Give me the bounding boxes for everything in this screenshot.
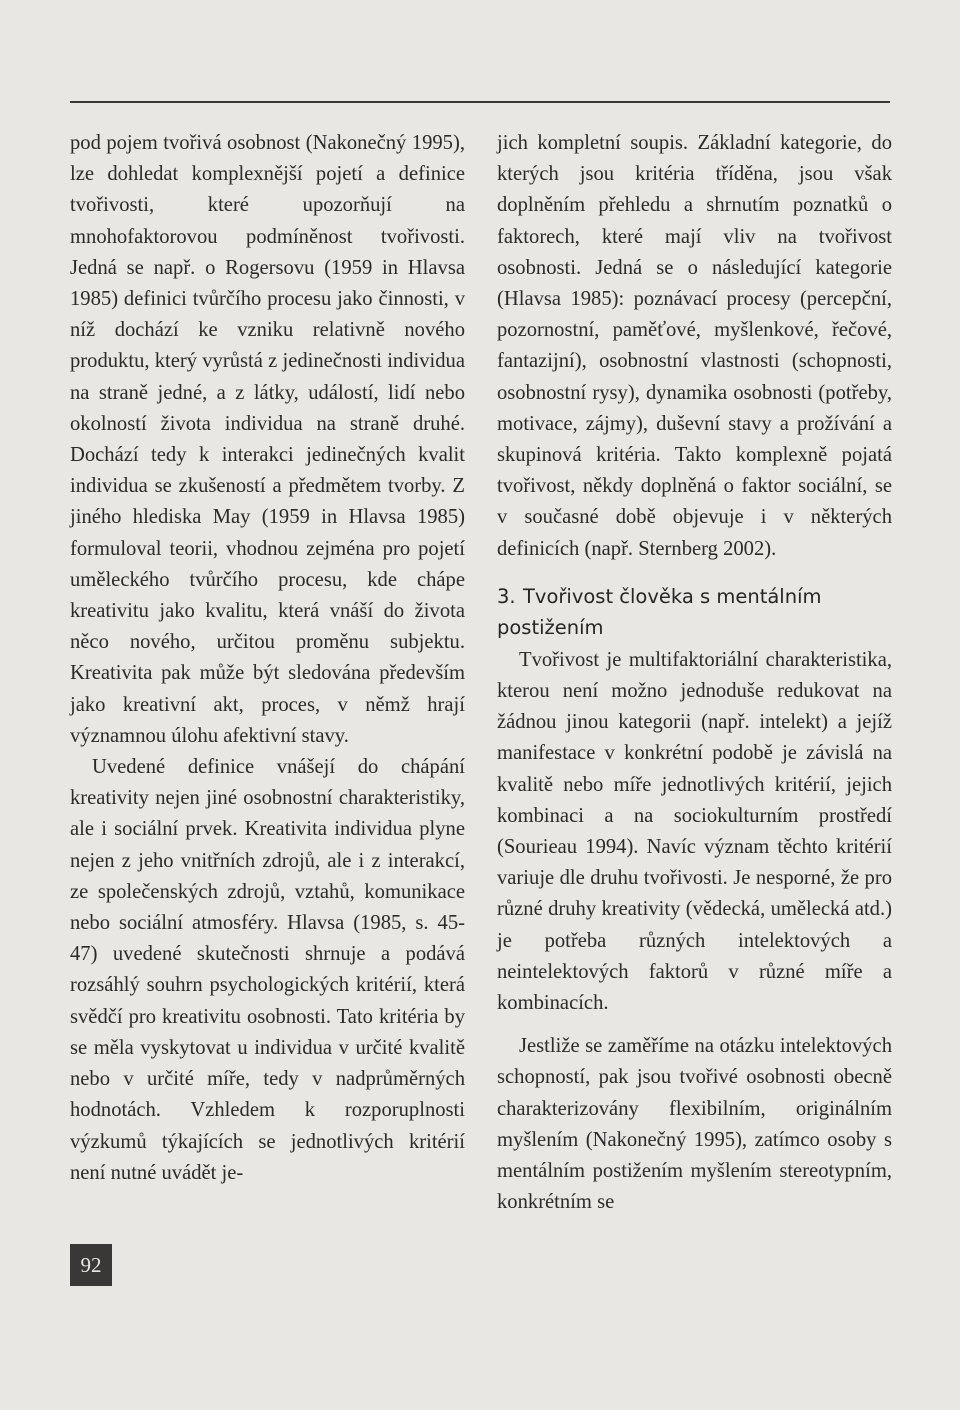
section-title-line1: Tvořivost člověka s mentálním <box>523 584 822 608</box>
section-number: 3. <box>497 584 516 608</box>
paragraph: pod pojem tvořivá osobnost (Nakonečný 1995), lze dohledat komplexnější pojetí a definice tvořivosti, které upozorňují na mnohofaktorovou podmíněnost tvořivosti. Jedná se např. o Rogersovu (1959 in Hlavsa 1985) definici tvůrčího procesu jako činnosti, v níž dochází ke vzniku relativně nového produktu, který vyrůstá z jedinečnosti individua na straně jedné, a z látky, událostí, lidí nebo okolností života individua na straně druhé. Dochází tedy k interakci jedinečných kvalit individua se zkušeností a předmětem tvorby. Z jiného hlediska May (1959 in Hlavsa 1985) formuloval teorii, vhodnou zejména pro pojetí uměleckého tvůrčího procesu, kde chápe kreativitu jako kvalitu, která vnáší do života něco nového, určitou proměnu subjektu. Kreativita pak může být sledována především jako kreativní akt, proces, v němž hrají významnou úlohu afektivní stavy. <box>70 132 465 747</box>
paragraph: Uvedené definice vnášejí do chápání kreativity nejen jiné osobnostní charakteristiky, ale i sociální prvek. Kreativita individua plyne nejen z jeho vnitřních zdrojů, ale i z interakcí, ze společenských zdrojů, vztahů, komunikace nebo sociální atmosféry. Hlavsa (1985, s. 45-47) uvedené skutečnosti shrnuje a podává rozsáhlý souhrn psychologických kritérií, která svědčí pro kreativitu osobnosti. Tato kritéria by se měla vyskytovat u individua v určité kvalitě nebo v určité míře, tedy v nadprůměrných hodnotách. Vzhledem k rozporuplnosti výzkumů týkajících se jednotlivých kritérií není nutné uvádět je- <box>70 756 465 1184</box>
right-column <box>497 128 892 1219</box>
paragraph: jich kompletní soupis. Základní kategorie, do kterých jsou kritéria tříděna, jsou však doplněním přehledu a shrnutím poznatků o faktorech, které mají vliv na tvořivost osobnosti. Jedná se o následující kategorie (Hlavsa 1985): poznávací procesy (percepční, pozornostní, paměťové, myšlenkové, řečové, fantazijní), osobnostní vlastnosti (schopnosti, osobnostní rysy), dynamika osobnosti (potřeby, motivace, zájmy), duševní stavy a prožívání a skupinová kritéria. Takto komplexně pojatá tvořivost, někdy doplněná o faktor sociální, se v současné době objevuje i v některých definicích (např. Sternberg 2002). <box>497 132 892 560</box>
section-title-line2: postižením <box>497 615 604 639</box>
page-number: 92 <box>70 1244 112 1286</box>
left-column <box>70 128 465 1189</box>
header-rule <box>70 101 890 103</box>
paragraph: Tvořivost je multifaktoriální charakteristika, kterou není možno jednoduše redukovat na žádnou jinou kategorii (např. intelekt) a jejíž manifestace v konkrétní podobě je závislá na kvalitě nebo míře jednotlivých kritérií, jejich kombinaci a na sociokulturním prostředí (Sourieau 1994). Navíc význam těchto kritérií variuje dle druhu tvořivosti. Je nesporné, že pro různé druhy kreativity (vědecká, umělecká atd.) je potřeba různých intelektových a neintelektových faktorů v různé míře a kombinacích. <box>497 648 892 1015</box>
paragraph: Jestliže se zaměříme na otázku intelektových schopností, pak jsou tvořivé osobnosti obecně charakterizovány flexibilním, originálním myšlením (Nakonečný 1995), zatímco osoby s mentálním postižením myšlením stereotypním, konkrétním se <box>497 1035 892 1214</box>
section-heading <box>497 581 892 643</box>
